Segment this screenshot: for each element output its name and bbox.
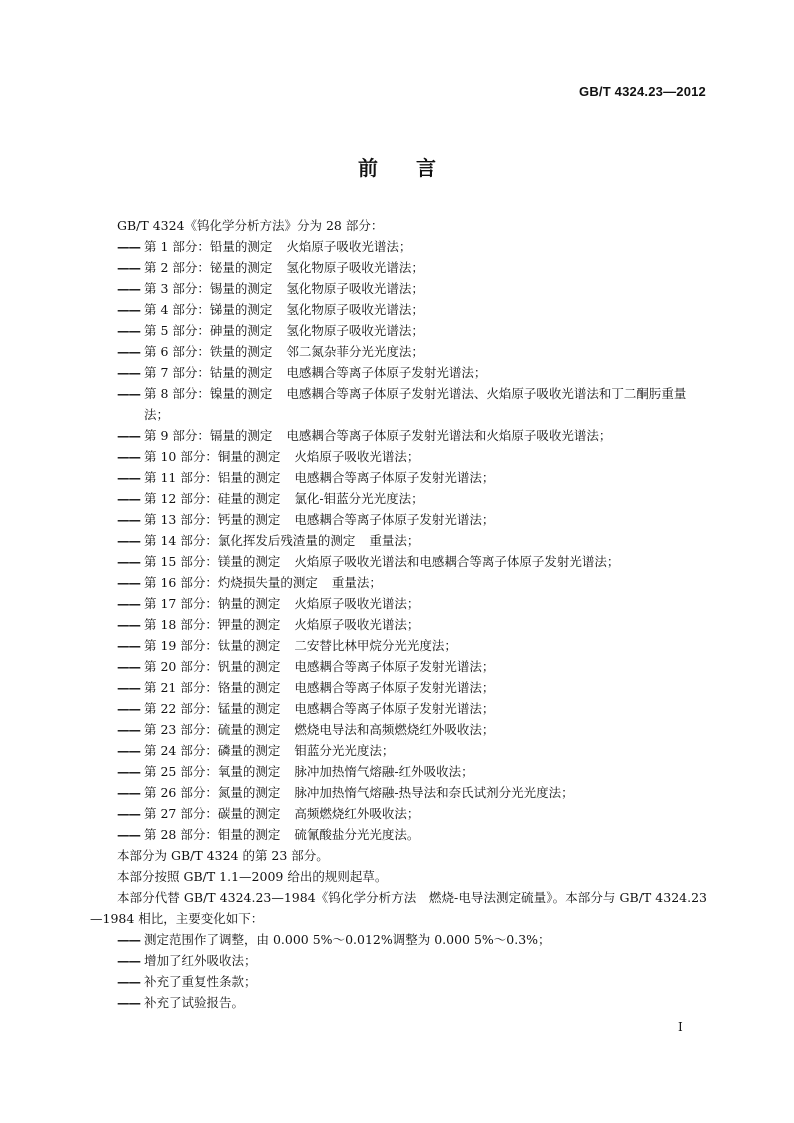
list-item	[90, 803, 707, 824]
part-label: 第 1 部分：铅量的测定	[144, 239, 273, 254]
part-text	[144, 740, 707, 761]
list-dash: ——	[117, 722, 140, 737]
list-item	[90, 572, 707, 593]
part-label: 第 24 部分：磷量的测定	[144, 743, 281, 758]
list-dash: ——	[117, 638, 140, 653]
part-text	[144, 761, 707, 782]
part-text	[144, 299, 707, 320]
part-method: 电感耦合等离子体原子发射光谱法；	[294, 680, 495, 695]
part-text	[144, 593, 707, 614]
list-dash: ——	[117, 554, 140, 569]
part-label: 第 16 部分：灼烧损失量的测定	[144, 575, 318, 590]
list-dash: ——	[117, 785, 140, 800]
part-method: 脉冲加热惰气熔融-热导法和奈氏试剂分光光度法；	[294, 785, 574, 800]
statement-part: 本部分为 GB/T 4324 的第 23 部分。	[117, 848, 329, 863]
part-text	[144, 719, 707, 740]
list-item	[90, 320, 707, 341]
part-text	[144, 425, 707, 446]
list-dash: ——	[117, 491, 140, 506]
part-label: 第 26 部分：氮量的测定	[144, 785, 281, 800]
list-dash: ——	[117, 323, 140, 338]
list-item	[90, 446, 707, 467]
part-text	[144, 551, 707, 572]
list-dash: ——	[117, 659, 140, 674]
page-title: 前言	[358, 156, 474, 180]
part-label: 第 7 部分：钴量的测定	[144, 365, 273, 380]
part-label: 第 12 部分：硅量的测定	[144, 491, 281, 506]
list-item	[90, 467, 707, 488]
part-method: 重量法；	[369, 533, 420, 548]
list-item	[90, 362, 707, 383]
part-text	[144, 467, 707, 488]
list-item	[90, 299, 707, 320]
list-dash: ——	[117, 365, 140, 380]
part-method: 电感耦合等离子体原子发射光谱法；	[294, 659, 495, 674]
part-method: 氯化-钼蓝分光光度法；	[294, 491, 424, 506]
statement-rules: 本部分按照 GB/T 1.1—2009 给出的规则起草。	[117, 869, 388, 884]
part-method: 钼蓝分光光度法；	[294, 743, 395, 758]
part-label: 第 25 部分：氧量的测定	[144, 764, 281, 779]
list-dash: ——	[117, 470, 140, 485]
list-dash: ——	[117, 575, 140, 590]
parts-list	[90, 236, 707, 845]
part-method: 电感耦合等离子体原子发射光谱法、火焰原子吸收光谱法和丁二酮肟重量法；	[144, 386, 687, 422]
list-dash: ——	[117, 764, 140, 779]
list-dash: ——	[117, 344, 140, 359]
list-dash: ——	[117, 449, 140, 464]
part-method: 火焰原子吸收光谱法；	[294, 617, 420, 632]
list-item	[90, 929, 707, 950]
list-dash: ——	[117, 617, 140, 632]
list-item	[90, 593, 707, 614]
part-text	[144, 278, 707, 299]
part-method: 重量法；	[331, 575, 382, 590]
part-text	[144, 782, 707, 803]
list-item	[90, 425, 707, 446]
list-item	[90, 614, 707, 635]
part-text	[144, 383, 707, 425]
list-item	[90, 992, 707, 1013]
list-item	[90, 257, 707, 278]
part-label: 第 17 部分：钠量的测定	[144, 596, 281, 611]
standard-number: GB/T 4324.23—2012	[579, 84, 706, 99]
change-text: 增加了红外吸收法；	[144, 953, 257, 968]
list-dash: ——	[117, 281, 140, 296]
page-number: I	[678, 1020, 683, 1034]
part-label: 第 27 部分：碳量的测定	[144, 806, 281, 821]
list-item	[90, 677, 707, 698]
list-item	[90, 278, 707, 299]
part-method: 燃烧电导法和高频燃烧红外吸收法；	[294, 722, 495, 737]
list-item	[90, 236, 707, 257]
list-dash: ——	[117, 806, 140, 821]
list-item	[90, 635, 707, 656]
list-item	[90, 551, 707, 572]
intro-paragraph: GB/T 4324《钨化学分析方法》分为 28 部分：	[117, 218, 384, 233]
part-text	[144, 509, 707, 530]
part-label: 第 23 部分：硫量的测定	[144, 722, 281, 737]
list-dash: ——	[117, 596, 140, 611]
part-label: 第 21 部分：铬量的测定	[144, 680, 281, 695]
list-dash: ——	[117, 827, 140, 842]
part-label: 第 15 部分：镁量的测定	[144, 554, 281, 569]
part-label: 第 13 部分：钙量的测定	[144, 512, 281, 527]
list-dash: ——	[117, 680, 140, 695]
part-method: 电感耦合等离子体原子发射光谱法；	[286, 365, 487, 380]
list-item	[90, 488, 707, 509]
list-item	[90, 341, 707, 362]
list-item	[90, 698, 707, 719]
part-method: 氢化物原子吸收光谱法；	[286, 302, 424, 317]
part-text	[144, 614, 707, 635]
list-dash: ——	[117, 932, 140, 947]
part-method: 二安替比林甲烷分光光度法；	[294, 638, 457, 653]
part-text	[144, 257, 707, 278]
list-item	[90, 824, 707, 845]
part-text	[144, 341, 707, 362]
list-item	[90, 950, 707, 971]
part-text	[144, 236, 707, 257]
change-text: 补充了试验报告。	[144, 995, 245, 1010]
part-label: 第 3 部分：锡量的测定	[144, 281, 273, 296]
list-item	[90, 383, 707, 425]
list-dash: ——	[117, 743, 140, 758]
change-text: 测定范围作了调整，由 0.000 5%～0.012%调整为 0.000 5%～0.3%；	[144, 932, 551, 947]
list-dash: ——	[117, 974, 140, 989]
list-item	[90, 656, 707, 677]
part-label: 第 18 部分：钾量的测定	[144, 617, 281, 632]
part-text	[144, 362, 707, 383]
part-label: 第 4 部分：锑量的测定	[144, 302, 273, 317]
list-item	[90, 782, 707, 803]
part-method: 脉冲加热惰气熔融-红外吸收法；	[294, 764, 474, 779]
part-text	[144, 677, 707, 698]
part-method: 氢化物原子吸收光谱法；	[286, 323, 424, 338]
list-dash: ——	[117, 260, 140, 275]
part-text	[144, 635, 707, 656]
changes-list	[90, 929, 707, 1013]
list-dash: ——	[117, 386, 140, 401]
part-label: 第 20 部分：钒量的测定	[144, 659, 281, 674]
list-item	[90, 530, 707, 551]
part-text	[144, 572, 707, 593]
part-label: 第 22 部分：锰量的测定	[144, 701, 281, 716]
list-dash: ——	[117, 239, 140, 254]
part-text	[144, 488, 707, 509]
part-label: 第 8 部分：镍量的测定	[144, 386, 273, 401]
list-dash: ——	[117, 428, 140, 443]
part-label: 第 11 部分：铝量的测定	[144, 470, 281, 485]
part-label: 第 14 部分：氯化挥发后残渣量的测定	[144, 533, 356, 548]
part-label: 第 28 部分：钼量的测定	[144, 827, 281, 842]
part-text	[144, 530, 707, 551]
part-label: 第 5 部分：砷量的测定	[144, 323, 273, 338]
foreword-body	[90, 215, 707, 1013]
part-method: 火焰原子吸收光谱法；	[294, 449, 420, 464]
list-dash: ——	[117, 512, 140, 527]
part-method: 高频燃烧红外吸收法；	[294, 806, 420, 821]
list-dash: ——	[117, 302, 140, 317]
list-item	[90, 719, 707, 740]
list-item	[90, 971, 707, 992]
list-item	[90, 740, 707, 761]
part-method: 氢化物原子吸收光谱法；	[286, 260, 424, 275]
part-label: 第 10 部分：铜量的测定	[144, 449, 281, 464]
part-method: 硫氰酸盐分光光度法。	[294, 827, 420, 842]
part-method: 电感耦合等离子体原子发射光谱法和火焰原子吸收光谱法；	[286, 428, 612, 443]
list-dash: ——	[117, 953, 140, 968]
part-method: 火焰原子吸收光谱法；	[294, 596, 420, 611]
statement-replace: 本部分代替 GB/T 4324.23—1984《钨化学分析方法 燃烧-电导法测定硫量》。本部分与 GB/T 4324.23—1984 相比，主要变化如下：	[90, 890, 707, 926]
change-text: 补充了重复性条款；	[144, 974, 257, 989]
part-method: 氢化物原子吸收光谱法；	[286, 281, 424, 296]
part-method: 电感耦合等离子体原子发射光谱法；	[294, 512, 495, 527]
part-text	[144, 824, 707, 845]
part-method: 电感耦合等离子体原子发射光谱法；	[294, 701, 495, 716]
part-text	[144, 446, 707, 467]
part-label: 第 2 部分：铋量的测定	[144, 260, 273, 275]
part-method: 邻二氮杂菲分光光度法；	[286, 344, 424, 359]
list-dash: ——	[117, 995, 140, 1010]
part-text	[144, 698, 707, 719]
part-method: 火焰原子吸收光谱法；	[286, 239, 412, 254]
list-dash: ——	[117, 701, 140, 716]
part-label: 第 6 部分：铁量的测定	[144, 344, 273, 359]
part-text	[144, 803, 707, 824]
list-dash: ——	[117, 533, 140, 548]
part-label: 第 19 部分：钛量的测定	[144, 638, 281, 653]
part-text	[144, 656, 707, 677]
list-item	[90, 509, 707, 530]
part-label: 第 9 部分：镉量的测定	[144, 428, 273, 443]
part-method: 火焰原子吸收光谱法和电感耦合等离子体原子发射光谱法；	[294, 554, 620, 569]
part-text	[144, 320, 707, 341]
part-method: 电感耦合等离子体原子发射光谱法；	[294, 470, 495, 485]
list-item	[90, 761, 707, 782]
